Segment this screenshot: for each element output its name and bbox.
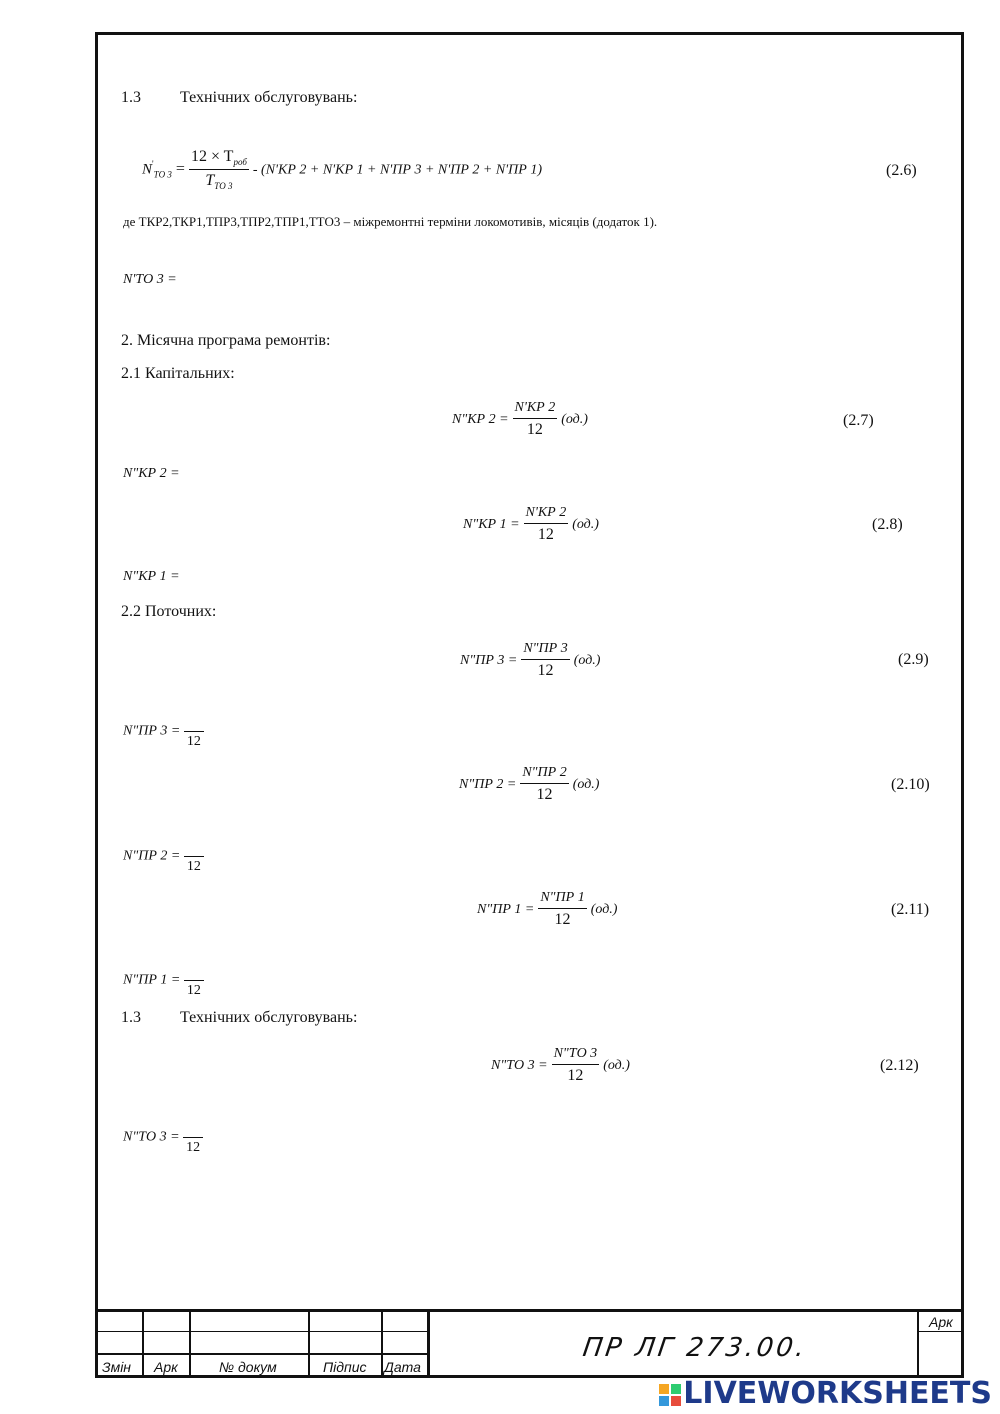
section-number: 1.3 [121,89,141,106]
title-block [95,1309,964,1378]
liveworksheets-logo [659,1376,992,1411]
section-title: Технічних обслуговувань: [180,89,358,106]
formula-2-6: $N'_{ТО 3}$ = $\frac{12 \times T_{роб}}{T_{ТО 3}}$ - (N'КР 2 + N'КР 1 + N'ПР 3 + N'ПР 2 + N'ПР 1) [142,148,542,192]
answer-line: N'ТО 3 = [123,272,177,287]
equation-tag: (2.12) [880,1057,919,1074]
subsection-heading: 2.2 Поточних: [121,603,217,620]
section-number: 1.3 [121,1009,141,1026]
formula-lhs: N [142,161,153,178]
note-text: де TКР2,TКР1,TПР3,TПР2,TПР1,TТО3 – міжремонтні терміни локомотивів, місяців (додаток 1). [123,214,658,229]
page-frame [95,32,964,1378]
stamp-col-dokum: № докум [219,1359,277,1375]
answer-line: N"ТО 3 = 12 [123,1119,203,1156]
formula-2-7: N"КР 2 = $\frac{N'КР 2}{12}$ (од.) [452,400,588,438]
stamp-ark-label: Арк [929,1314,953,1330]
stamp-col-data: Дата [384,1359,421,1375]
stamp-col-zmin: Змін [102,1359,132,1375]
formula-2-11: N"ПР 1 = $\frac{N"ПР 1}{12}$ (од.) [477,890,618,928]
equation-tag: (2.8) [872,516,903,533]
fraction: $\frac{12 \times T_{роб}}{T_{ТО 3}}$ [190,148,247,192]
answer-line: N"ПР 3 = 12 [123,713,204,750]
logo-text: LIVEWORKSHEETS [683,1376,992,1411]
answer-line: N"КР 1 = [123,569,180,584]
equation-tag: (2.10) [891,776,930,793]
equation-tag: (2.6) [886,162,917,179]
logo-mark-icon [659,1384,681,1406]
formula-2-8: N"КР 1 = $\frac{N'КР 2}{12}$ (од.) [463,505,599,543]
formula-2-12: N"ТО 3 = $\frac{N"ТО 3}{12}$ (од.) [491,1046,630,1084]
section-heading: 2. Місячна програма ремонтів: [121,332,331,349]
equation-tag: (2.7) [843,412,874,429]
section-title: Технічних обслуговувань: [180,1009,358,1026]
document-id: ПР ЛГ 273.00. [580,1333,810,1363]
equation-tag: (2.9) [898,651,929,668]
stamp-col-ark: Арк [154,1359,178,1375]
answer-line: N"ПР 2 = 12 [123,838,204,875]
stamp-col-pidpys: Підпис [323,1359,367,1375]
equation-tag: (2.11) [891,901,930,918]
answer-line: N"ПР 1 = 12 [123,962,204,999]
answer-line: N"КР 2 = [123,466,180,481]
formula-2-10: N"ПР 2 = $\frac{N"ПР 2}{12}$ (од.) [459,765,600,803]
formula-2-9: N"ПР 3 = $\frac{N"ПР 3}{12}$ (од.) [460,641,601,679]
subsection-heading: 2.1 Капітальних: [121,365,235,382]
